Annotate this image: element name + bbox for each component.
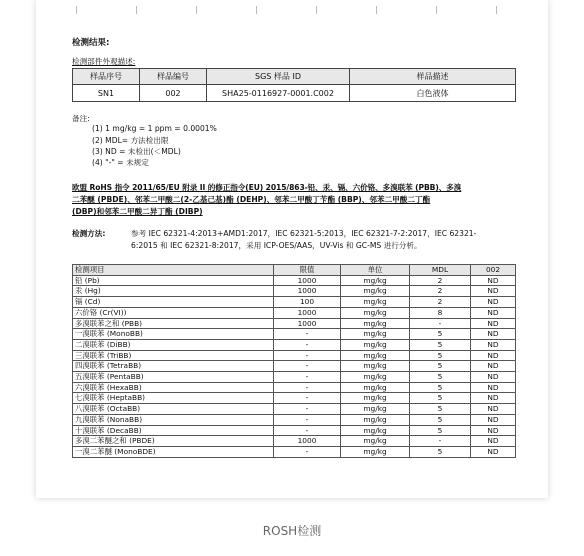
table-row [73,446,516,457]
results-cell: mg/kg [341,286,410,297]
results-col-header: 检测项目 [73,265,274,276]
regulation-line: (DBP)和邻苯二甲酸二异丁酯 (DIBP) [72,207,203,216]
table-row [73,393,516,404]
results-col-header: MDL [410,265,471,276]
table-row [73,382,516,393]
results-cell: ND [471,414,516,425]
results-cell: 5 [410,393,471,404]
results-cell: mg/kg [341,414,410,425]
table-row [73,85,516,102]
results-cell: - [274,350,341,361]
results-cell: ND [471,446,516,457]
results-heading: 检测结果: [72,38,110,48]
sample-cell: SHA25-0116927-0001.C002 [207,85,350,102]
results-cell: 8 [410,307,471,318]
results-cell: ND [471,329,516,340]
results-cell: 九溴联苯 (NonaBB) [73,414,274,425]
results-cell: 六溴联苯 (HexaBB) [73,382,274,393]
sample-col-header: SGS 样品 ID [207,69,350,85]
method-label: 检测方法: [72,229,106,238]
results-cell: mg/kg [341,307,410,318]
results-cell: - [274,329,341,340]
results-cell: ND [471,350,516,361]
results-col-header: 单位 [341,265,410,276]
table-row [73,350,516,361]
results-cell: 一溴联苯 (MonoBB) [73,329,274,340]
results-cell: - [274,414,341,425]
results-cell: 1000 [274,275,341,286]
results-cell: ND [471,425,516,436]
notes-label: 备注: [72,114,90,123]
results-cell: 一溴二苯醚 (MonoBDE) [73,446,274,457]
results-cell: 三溴联苯 (TriBB) [73,350,274,361]
results-cell: 五溴联苯 (PentaBB) [73,372,274,383]
results-cell: - [274,404,341,415]
table-row [73,404,516,415]
results-cell: - [274,393,341,404]
results-cell: ND [471,286,516,297]
results-cell: 1000 [274,318,341,329]
results-cell: ND [471,297,516,308]
note-item: (1) 1 mg/kg = 1 ppm = 0.0001% [92,124,217,133]
results-cell: mg/kg [341,404,410,415]
table-row [73,361,516,372]
results-cell: 四溴联苯 (TetraBB) [73,361,274,372]
results-cell: ND [471,404,516,415]
results-cell: 2 [410,297,471,308]
results-cell: 5 [410,414,471,425]
results-cell: mg/kg [341,318,410,329]
results-cell: mg/kg [341,361,410,372]
method-line: 参考 IEC 62321-4:2013+AMD1:2017，IEC 62321-5:2013，IEC 62321-7-2:2017，IEC 62321- [131,229,477,238]
sample-cell: 002 [140,85,207,102]
scan-marks [76,6,516,16]
results-cell: - [274,382,341,393]
table-row [73,286,516,297]
results-cell: 汞 (Hg) [73,286,274,297]
results-cell: mg/kg [341,382,410,393]
results-cell: mg/kg [341,393,410,404]
table-row [73,372,516,383]
note-item: (2) MDL= 方法检出限 [92,136,169,145]
results-cell: ND [471,339,516,350]
table-row [73,297,516,308]
results-cell: 多溴二苯醚之和 (PBDE) [73,436,274,447]
results-cell: - [274,339,341,350]
results-cell: ND [471,361,516,372]
results-cell: - [410,318,471,329]
table-row [73,329,516,340]
results-cell: 七溴联苯 (HeptaBB) [73,393,274,404]
results-cell: mg/kg [341,372,410,383]
results-cell: ND [471,382,516,393]
results-cell: mg/kg [341,350,410,361]
table-row [73,275,516,286]
results-cell: 镉 (Cd) [73,297,274,308]
results-cell: - [410,436,471,447]
results-cell: 六价铬 (Cr(VI)) [73,307,274,318]
results-cell: 多溴联苯之和 (PBB) [73,318,274,329]
results-cell: mg/kg [341,297,410,308]
results-cell: 5 [410,361,471,372]
table-row [73,414,516,425]
results-cell: mg/kg [341,425,410,436]
results-cell: 5 [410,372,471,383]
results-cell: 5 [410,382,471,393]
results-cell: 2 [410,275,471,286]
note-item: (3) ND = 未检出(＜MDL) [92,147,181,156]
image-caption: ROSH检测 [262,524,322,538]
method-line: 6:2015 和 IEC 62321-8:2017，采用 ICP-OES/AAS，UV-Vis 和 GC-MS 进行分析。 [131,241,422,250]
results-cell: 5 [410,446,471,457]
results-cell: mg/kg [341,275,410,286]
results-cell: 5 [410,339,471,350]
sample-table [72,68,516,102]
regulation-line: 二苯醚 (PBDE)、邻苯二甲酸二(2-乙基己基)酯 (DEHP)、邻苯二甲酸丁苄酯 (BBP)、邻苯二甲酸二丁酯 [72,195,431,204]
sample-cell: SN1 [73,85,140,102]
results-cell: 5 [410,404,471,415]
results-cell: 铅 (Pb) [73,275,274,286]
results-cell: 1000 [274,436,341,447]
results-cell: 5 [410,350,471,361]
results-cell: ND [471,275,516,286]
table-row [73,318,516,329]
results-cell: ND [471,307,516,318]
table-row [73,436,516,447]
results-col-header: 限值 [274,265,341,276]
results-cell: 二溴联苯 (DiBB) [73,339,274,350]
results-cell: ND [471,318,516,329]
results-cell: 100 [274,297,341,308]
results-cell: 1000 [274,286,341,297]
results-cell: 十溴联苯 (DecaBB) [73,425,274,436]
results-cell: - [274,361,341,372]
results-cell: 5 [410,329,471,340]
results-cell: - [274,446,341,457]
results-cell: ND [471,393,516,404]
table-row [73,307,516,318]
note-item: (4) "-" = 未规定 [92,158,149,167]
results-cell: ND [471,436,516,447]
regulation-line: 欧盟 RoHS 指令 2011/65/EU 附录 II 的修正指令(EU) 2015/863-铅、汞、镉、六价铬、多溴联苯 (PBB)、多溴 [72,183,462,192]
table-row [73,425,516,436]
results-cell: 5 [410,425,471,436]
results-cell: mg/kg [341,339,410,350]
results-cell: ND [471,372,516,383]
results-cell: 1000 [274,307,341,318]
results-cell: - [274,372,341,383]
results-cell: 八溴联苯 (OctaBB) [73,404,274,415]
sample-cell: 白色液体 [350,85,516,102]
results-col-header: 002 [471,265,516,276]
results-cell: mg/kg [341,329,410,340]
sample-col-header: 样品编号 [140,69,207,85]
appearance-label: 检测部件外观描述: [72,57,136,66]
table-row [73,339,516,350]
results-table [72,264,516,458]
results-cell: - [274,425,341,436]
results-cell: 2 [410,286,471,297]
results-cell: mg/kg [341,446,410,457]
sample-col-header: 样品序号 [73,69,140,85]
results-cell: mg/kg [341,436,410,447]
sample-col-header: 样品描述 [350,69,516,85]
report-page [36,0,548,498]
